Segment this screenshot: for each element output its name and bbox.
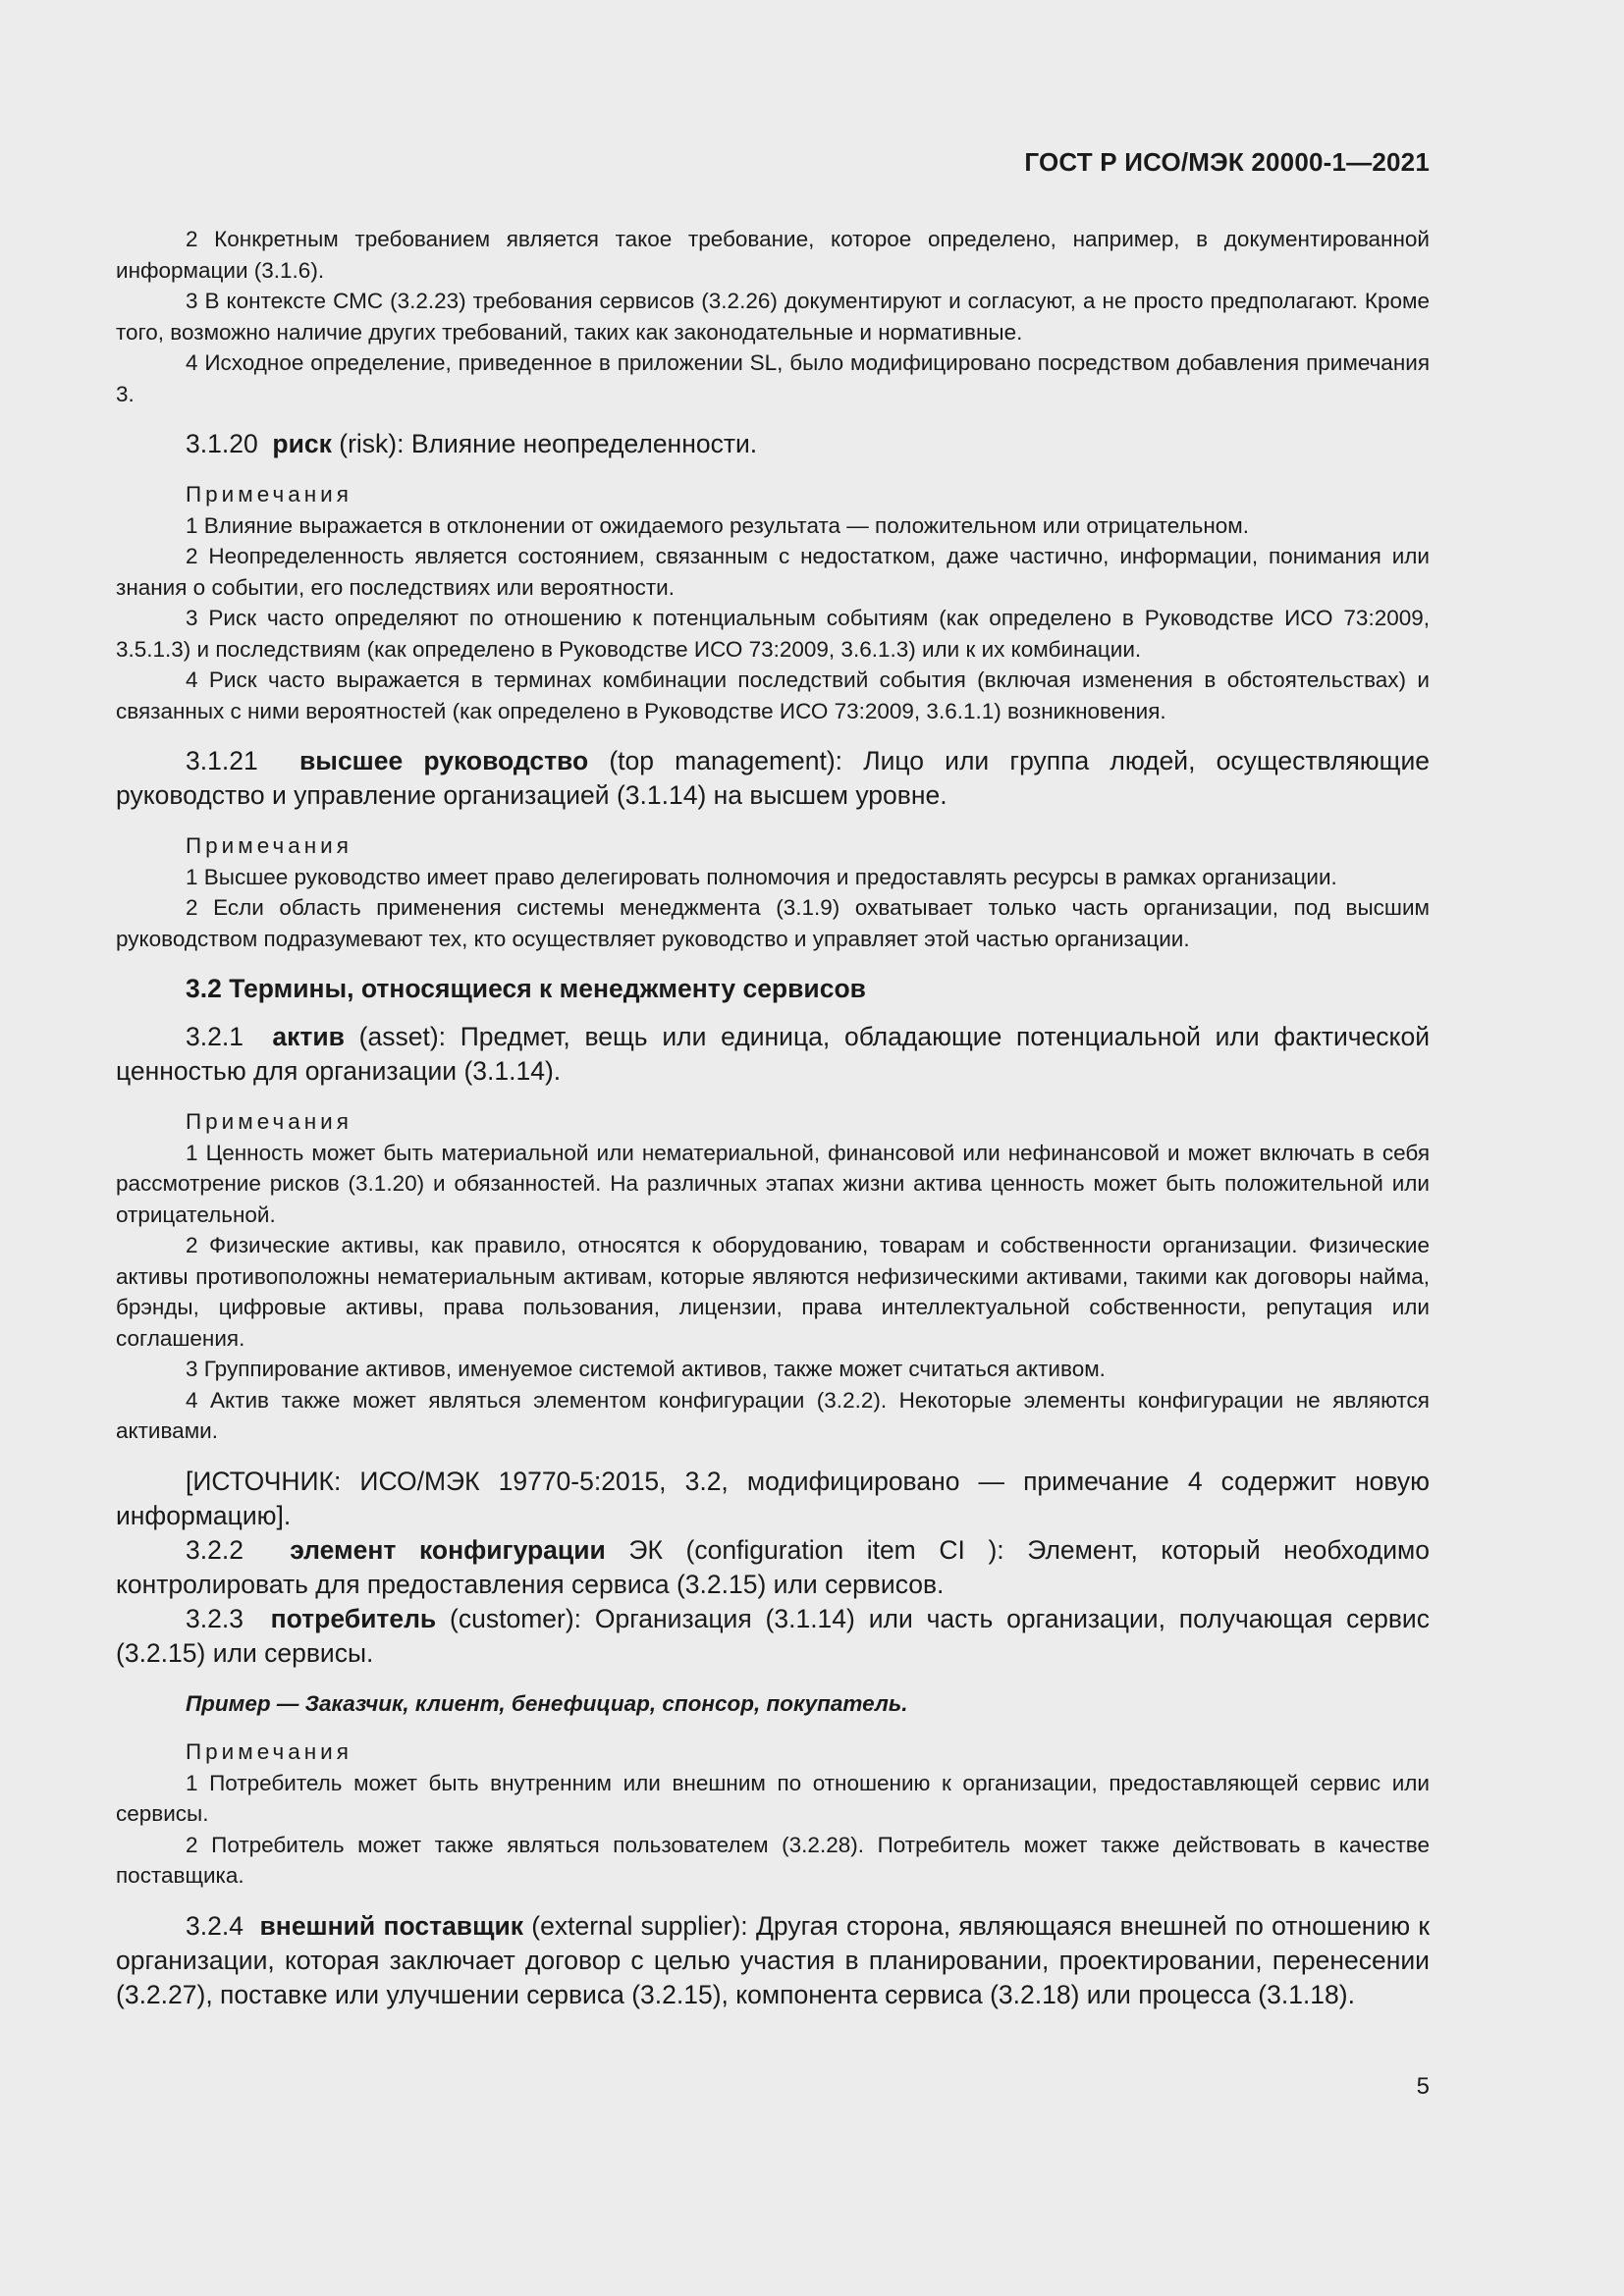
term-number: 3.1.21 bbox=[186, 746, 258, 775]
example-text: Пример — Заказчик, клиент, бенефициар, спонсор, покупатель. bbox=[186, 1690, 908, 1716]
term-definition-external-supplier bbox=[116, 1909, 1430, 2012]
note-paragraph: 2 Если область применения системы менеджмента (3.1.9) охватывает только часть организации, под высшим руководством подразумевают тех, кто осуществляет руководство и управляет этой частью организации. bbox=[116, 895, 1430, 951]
note-paragraph: 2 Конкретным требованием является такое требование, которое определено, например, в документированной информации (3.1.6). bbox=[116, 227, 1430, 283]
term-number: 3.2.1 bbox=[186, 1022, 244, 1051]
note-paragraph: 3 Группирование активов, именуемое системой активов, также может считаться активом. bbox=[186, 1357, 1106, 1381]
term-text: (risk): Влияние неопределенности. bbox=[331, 429, 758, 458]
note-paragraph: 1 Влияние выражается в отклонении от ожидаемого результата — положительном или отрицательном. bbox=[186, 512, 1250, 538]
note-paragraph: 4 Актив также может являться элементом конфигурации (3.2.2). Некоторые элементы конфигурации не являются активами. bbox=[116, 1387, 1430, 1443]
notes-label: Примечания bbox=[186, 1739, 352, 1764]
source-reference: [ИСТОЧНИК: ИСО/МЭК 19770-5:2015, 3.2, модифицировано — примечание 4 содержит новую информацию]. bbox=[116, 1466, 1430, 1530]
term-name: актив bbox=[272, 1022, 345, 1051]
term-text: ЭК (configuration item CI ): Элемент, который необходимо контролировать для предоставления сервиса (3.2.15) или сервисов. bbox=[116, 1534, 1430, 1599]
term-text: (asset): Предмет, вещь или единица, обладающие потенциальной или фактической ценностью для организации (3.1.14). bbox=[116, 1022, 1430, 1086]
term-name: высшее руководство bbox=[299, 746, 589, 775]
term-name: внешний поставщик bbox=[259, 1910, 524, 1941]
note-paragraph: 1 Высшее руководство имеет право делегировать полномочия и предоставлять ресурсы в рамках организации. bbox=[186, 864, 1337, 889]
section-heading: 3.2 Термины, относящиеся к менеджменту сервисов bbox=[186, 974, 866, 1003]
notes-label: Примечания bbox=[186, 482, 352, 507]
term-definition-risk bbox=[116, 427, 1430, 461]
term-number: 3.2.4 bbox=[186, 1910, 244, 1941]
note-paragraph: 3 Риск часто определяют по отношению к потенциальным событиям (как определено в Руководстве ИСО 73:2009, 3.5.1.3) и последствиям (как определено в Руководстве ИСО 73:2009, 3.6.1.3) или к их комбинации. bbox=[116, 606, 1430, 662]
term-name: риск bbox=[272, 429, 332, 458]
note-paragraph: 4 Риск часто выражается в терминах комбинации последствий события (включая изменения в обстоятельствах) и связанных с ними вероятностей (как определено в Руководстве ИСО 73:2009, 3.6.1.1) возникновения. bbox=[116, 667, 1430, 723]
term-definition-top-management bbox=[116, 744, 1430, 813]
term-number: 3.2.2 bbox=[186, 1534, 244, 1565]
term-name: потребитель bbox=[270, 1603, 437, 1633]
note-paragraph: 3 В контексте СМС (3.2.23) требования сервисов (3.2.26) документируют и согласуют, а не просто предполагают. Кроме того, возможно наличие других требований, таких как законодательные и нормативные. bbox=[116, 289, 1430, 345]
term-definition-asset bbox=[116, 1020, 1430, 1089]
document-header: ГОСТ Р ИСО/МЭК 20000-1—2021 bbox=[1024, 147, 1430, 177]
note-paragraph: 2 Потребитель может также являться пользователем (3.2.28). Потребитель может также действовать в качестве поставщика. bbox=[116, 1832, 1430, 1888]
term-definition-configuration-item bbox=[116, 1533, 1430, 1602]
note-paragraph: 1 Ценность может быть материальной или нематериальной, финансовой или нефинансовой и может включать в себя рассмотрение рисков (3.1.20) и обязанностей. На различных этапах жизни актива ценность может быть положительной или отрицательной. bbox=[116, 1140, 1430, 1227]
document-body bbox=[116, 224, 1430, 2012]
note-paragraph: 2 Физические активы, как правило, относятся к оборудованию, товарам и собственности организации. Физические активы противоположны нематериальным активам, которые являются нефизическими активами, такими как договоры найма, брэнды, цифровые активы, права пользования, лицензии, права интеллектуальной собственности, репутация или соглашения. bbox=[116, 1233, 1430, 1351]
page-number: 5 bbox=[1416, 2073, 1430, 2100]
notes-label: Примечания bbox=[186, 833, 352, 858]
term-number: 3.1.20 bbox=[186, 429, 258, 458]
term-text: (top management): Лицо или группа людей, осуществляющие руководство и управление организацией (3.1.14) на высшем уровне. bbox=[116, 746, 1431, 810]
term-text: (external supplier): Другая сторона, являющаяся внешней по отношению к организации, которая заключает договор с целью участия в планировании, проектировании, перенесении (3.2.27), поставке или улучшении сервиса (3.2.15), компонента сервиса (3.2.18) или процесса (3.1.18). bbox=[116, 1910, 1430, 2009]
note-paragraph: 2 Неопределенность является состоянием, связанным с недостатком, даже частично, информации, понимания или знания о событии, его последствиях или вероятности. bbox=[116, 544, 1430, 600]
term-definition-customer bbox=[116, 1602, 1430, 1671]
term-text: (customer): Организация (3.1.14) или часть организации, получающая сервис (3.2.15) или сервисы. bbox=[116, 1603, 1430, 1668]
note-paragraph: 4 Исходное определение, приведенное в приложении SL, было модифицировано посредством добавления примечания 3. bbox=[116, 350, 1430, 406]
notes-label: Примечания bbox=[186, 1109, 352, 1134]
term-number: 3.2.3 bbox=[186, 1603, 244, 1633]
term-name: элемент конфигурации bbox=[290, 1534, 606, 1565]
note-paragraph: 1 Потребитель может быть внутренним или внешним по отношению к организации, предоставляющей сервис или сервисы. bbox=[116, 1770, 1430, 1826]
